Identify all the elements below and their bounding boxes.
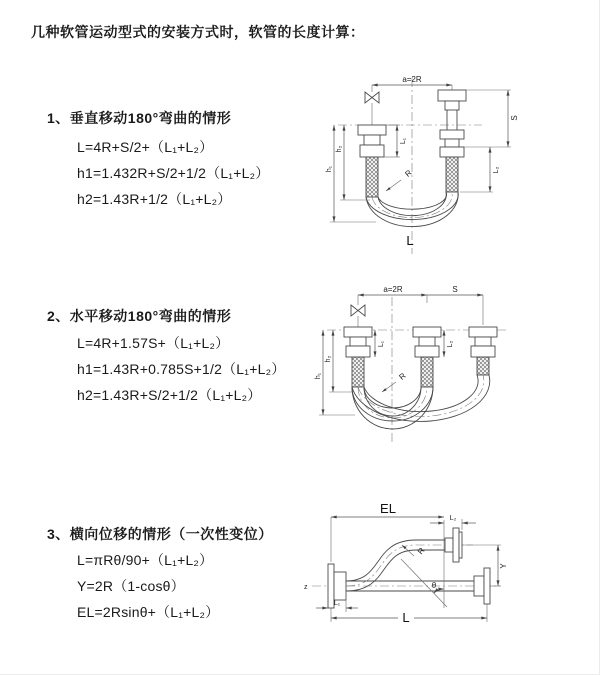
dim-label-h1: h₁ [315,372,322,380]
dim-label-s: S [510,115,519,121]
dim-label-l: L [402,610,410,625]
dim-label-el: EL [380,501,396,516]
dim-label-h1: h₁ [326,165,333,173]
dim-label-h2: h₂ [325,355,332,363]
section3-heading: 3、横向位移的情形（一次性变位） [47,526,273,542]
diagram-horizontal-180-bend [303,281,598,456]
axis-mark: z [304,584,308,591]
valve-icon [351,305,365,316]
dim-label-l1: L₁ [333,600,341,607]
dim-label-l2: L₂ [493,166,500,174]
radius-line [401,559,447,607]
displaced-flange [445,528,462,562]
section2-formula-h2: h2=1.43R+S/2+1/2（L₁+L₂） [77,387,262,403]
section2-heading: 2、水平移动180°弯曲的情形 [47,308,232,324]
section3-formula-y: Y=2R（1-cosθ） [77,578,185,594]
dim-label-h2: h₂ [336,145,343,153]
section2-formula-h1: h1=1.43R+0.785S+1/2（L₁+L₂） [77,361,286,377]
dim-label-l1: L₁ [400,137,407,145]
angle-label: θ [431,581,437,590]
section3-formula-l: L=πRθ/90+（L₁+L₂） [77,552,214,568]
section1-formula-l: L=4R+S/2+（L₁+L₂） [77,139,214,155]
section1-heading: 1、垂直移动180°弯曲的情形 [47,110,232,126]
dim-label-l2: L₂ [447,340,454,348]
valve-icon [365,92,379,103]
radius-leader [382,382,396,392]
section3-formula-el: EL=2Rsinθ+（L₁+L₂） [77,604,220,620]
page-title: 几种软管运动型式的安装方式时，软管的长度计算： [31,24,365,40]
section1-formula-h1: h1=1.432R+S/2+1/2（L₁+L₂） [77,165,270,181]
section2-formula-l: L=4R+1.57S+（L₁+L₂） [77,335,230,351]
length-label: L [406,233,414,248]
dim-label-l1: L₁ [378,340,385,348]
dim-label-s: S [452,285,458,294]
dim-label-l2: L₂ [449,515,457,522]
dim-label-a2r: a=2R [383,285,403,294]
diagram-vertical-180-bend [312,72,592,264]
section1-formula-h2: h2=1.43R+1/2（L₁+L₂） [77,191,232,207]
radius-label: R [415,546,427,557]
middle-fitting [413,327,441,387]
diagram-lateral-displacement [298,496,600,658]
right-fitting [438,90,466,192]
radius-leader [386,180,401,191]
left-fitting [358,125,386,197]
right-fitting [469,327,497,375]
radius-label: R [403,168,414,179]
dim-label-y: Y [499,563,508,569]
dim-label-a2r: a=2R [402,75,422,84]
radius-label: R [397,371,408,382]
left-fitting [344,327,372,387]
